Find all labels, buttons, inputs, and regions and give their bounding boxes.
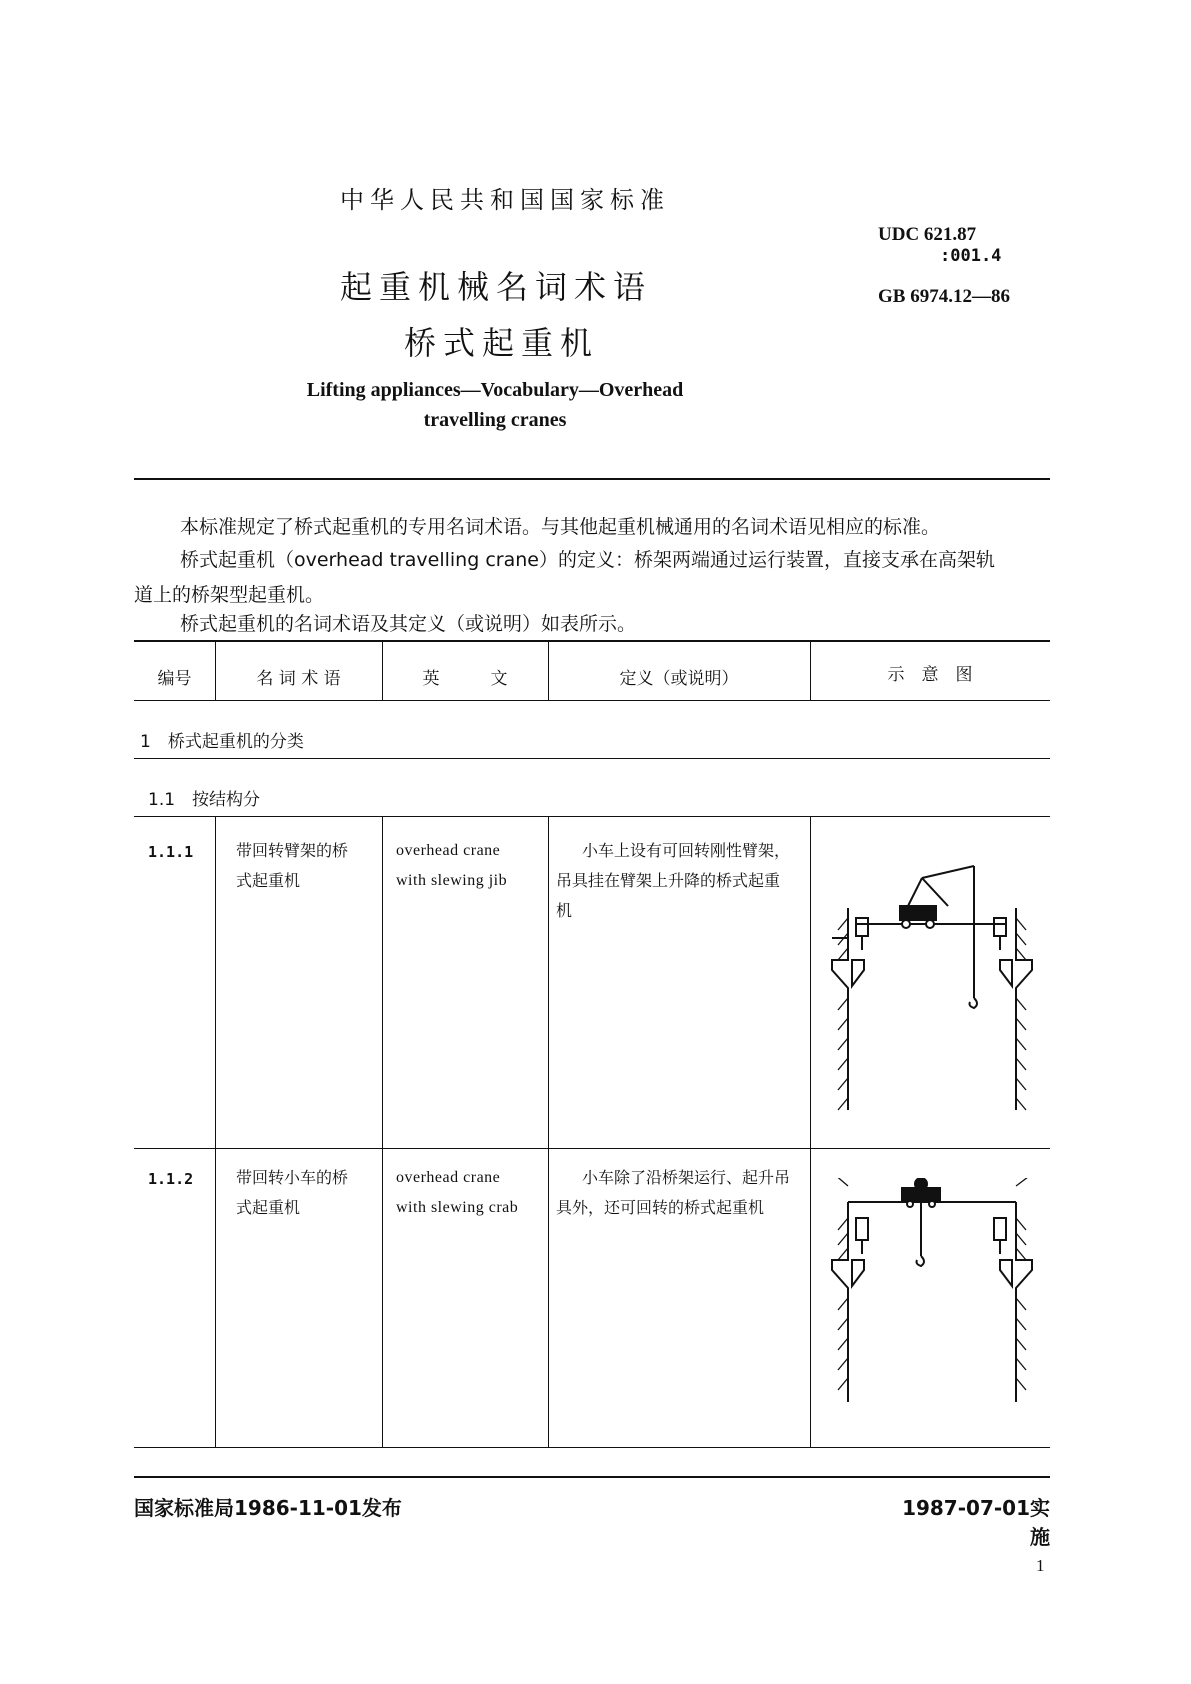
row-term-line: 带回转臂架的桥: [236, 841, 349, 860]
row-english-line: overhead crane: [396, 842, 501, 859]
diagram-crane-slewing-jib: [818, 858, 1046, 1120]
country-standard-heading: 中华人民共和国国家标准: [340, 186, 670, 214]
body-col-divider: [548, 816, 549, 1447]
row-number: 1.1.1: [148, 843, 194, 861]
row-definition: [556, 1163, 808, 1223]
header-term: 名 词 术 语: [256, 669, 341, 689]
gb-standard-number: GB 6974.12—86: [878, 286, 1010, 307]
row-number: 1.1.2: [148, 1170, 194, 1188]
title-zh-line2: 桥式起重机: [404, 324, 600, 362]
table-top-rule: [134, 640, 1050, 642]
body-col-divider: [215, 816, 216, 1447]
section-rule-2: [134, 816, 1050, 817]
row-definition-line: 小车除了沿桥架运行、起升吊: [582, 1168, 791, 1187]
row-english: [396, 1163, 518, 1223]
footer-divider: [134, 1476, 1050, 1478]
body-col-divider: [810, 816, 811, 1447]
title-en: [250, 375, 740, 435]
header-number: 编号: [157, 669, 192, 689]
intro-paragraph-1: 本标准规定了桥式起重机的专用名词术语。与其他起重机械通用的名词术语见相应的标准。: [180, 516, 941, 538]
row-term-line: 带回转小车的桥: [236, 1168, 349, 1187]
row-term: [236, 836, 348, 896]
section-rule-1: [134, 758, 1050, 759]
body-col-divider: [382, 816, 383, 1447]
row-english-line: with slewing crab: [396, 1199, 519, 1216]
row-rule-1: [134, 1148, 1050, 1149]
row-definition-line: 机: [556, 901, 573, 920]
row-definition: [556, 836, 808, 926]
intro-paragraph-2-line2: 道上的桥架型起重机。: [134, 584, 325, 606]
row-term: [236, 1163, 348, 1223]
section-heading-1: 1 桥式起重机的分类: [140, 732, 304, 752]
row-term-line: 式起重机: [236, 1198, 301, 1217]
title-en-line1: Lifting appliances—Vocabulary—Overhead: [306, 379, 684, 401]
section-heading-1-1: 1.1 按结构分: [148, 790, 261, 810]
udc-code: UDC 621.87: [878, 224, 977, 245]
header-definition: 定义（或说明）: [619, 669, 739, 689]
row-definition-line: 小车上设有可回转刚性臂架，: [582, 841, 791, 860]
table-header-rule: [134, 700, 1050, 701]
diagram-crane-slewing-crab: [818, 1178, 1046, 1412]
header-english: 英 文: [422, 669, 508, 689]
title-zh-line1: 起重机械名词术语: [340, 268, 653, 306]
intro-paragraph-3: 桥式起重机的名词术语及其定义（或说明）如表所示。: [180, 613, 637, 635]
title-divider: [134, 478, 1050, 480]
row-term-line: 式起重机: [236, 871, 301, 890]
table-bottom-rule: [134, 1447, 1050, 1448]
row-english-line: with slewing jib: [396, 872, 508, 889]
udc-code-suffix: :001.4: [940, 246, 1002, 266]
row-english-line: overhead crane: [396, 1169, 501, 1186]
page-number: 1: [1036, 1556, 1045, 1575]
effective-date: 1987-07-01实施: [902, 1496, 1050, 1549]
row-english: [396, 836, 507, 896]
title-en-line2: travelling cranes: [423, 409, 567, 431]
header-diagram: 示 意 图: [887, 665, 973, 685]
issue-date: 国家标准局1986-11-01发布: [134, 1496, 402, 1520]
row-definition-line: 具外，还可回转的桥式起重机: [556, 1198, 765, 1217]
intro-paragraph-2-line1: 桥式起重机（overhead travelling crane）的定义：桥架两端通过运行装置，直接支承在高架轨: [180, 549, 995, 571]
row-definition-line: 吊具挂在臂架上升降的桥式起重: [556, 871, 781, 890]
